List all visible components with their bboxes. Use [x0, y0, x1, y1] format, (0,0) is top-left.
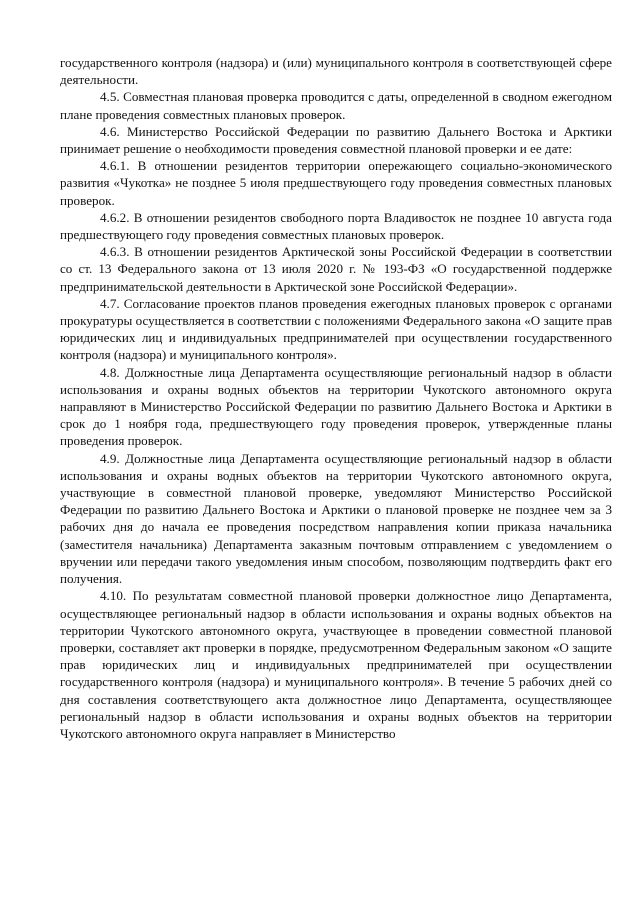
paragraph-4-9: 4.9. Должностные лица Департамента осуществляющие региональный надзор в области использования и охраны водных объектов на территории Чукотского автономного округа, участвующие в совместной плановой проверке, уведомляют Министерство Российской Федерации по развитию Дальнего Востока и Арктики о плановой проверке не позднее чем за 3 рабочих дня до начала ее проведения посредством направления копии приказа начальника (заместителя начальника) Департамента заказным почтовым отправлением с уведомлением о вручении или передачи такого уведомления иным способом, позволяющим подтвердить факт его получения.: [60, 450, 612, 587]
paragraph-4-8: 4.8. Должностные лица Департамента осуществляющие региональный надзор в области использования и охраны водных объектов на территории Чукотского автономного округа направляют в Министерство Российской Федерации по развитию Дальнего Востока и Арктики в срок до 1 ноября года, предшествующего году проведения проверок, утвержденные планы проведения проверок.: [60, 364, 612, 449]
paragraph-4-7: 4.7. Согласование проектов планов проведения ежегодных плановых проверок с органами прокуратуры осуществляется в соответствии с положениями Федерального закона «О защите прав юридических лиц и индивидуальных предпринимателей при осуществлении государственного контроля (надзора) и муниципального контроля».: [60, 295, 612, 363]
paragraph-4-6-3: 4.6.3. В отношении резидентов Арктической зоны Российской Федерации в соответствии со ст. 13 Федерального закона от 13 июля 2020 г. № 193-ФЗ «О государственной поддержке предпринимательской деятельности в Арктической зоне Российской Федерации».: [60, 244, 612, 294]
document-page: [60, 54, 612, 742]
paragraph-4-6-1: 4.6.1. В отношении резидентов территории опережающего социально-экономического развития «Чукотка» не позднее 5 июля предшествующего году проведения совместных плановых проверок.: [60, 158, 612, 208]
paragraph-4-5: 4.5. Совместная плановая проверка проводится с даты, определенной в сводном ежегодном плане проведения совместных плановых проверок.: [60, 89, 612, 122]
paragraph-4-10: 4.10. По результатам совместной плановой проверки должностное лицо Департамента, осуществляющее региональный надзор в области использования и охраны водных объектов на территории Чукотского автономного округа, участвующее в проведении совместной плановой проверки, составляет акт проверки в порядке, предусмотренном Федеральным законом «О защите прав юридических лиц и индивидуальных предпринимателей при осуществлении государственного контроля (надзора) и муниципального контроля». В течение 5 рабочих дней со дня составления соответствующего акта должностное лицо Департамента, осуществляющее региональный надзор в области использования и охраны водных объектов на территории Чукотского автономного округа направляет в Министерство: [60, 588, 612, 741]
paragraph-4-6: 4.6. Министерство Российской Федерации по развитию Дальнего Востока и Арктики принимает решение о необходимости проведения совместной плановой проверки и ее дате:: [60, 123, 612, 157]
paragraph-continuation: государственного контроля (надзора) и (или) муниципального контроля в соответствующей сфере деятельности.: [60, 55, 612, 88]
paragraph-4-6-2: 4.6.2. В отношении резидентов свободного порта Владивосток не позднее 10 августа года предшествующего году проведения совместных плановых проверок.: [60, 209, 612, 243]
